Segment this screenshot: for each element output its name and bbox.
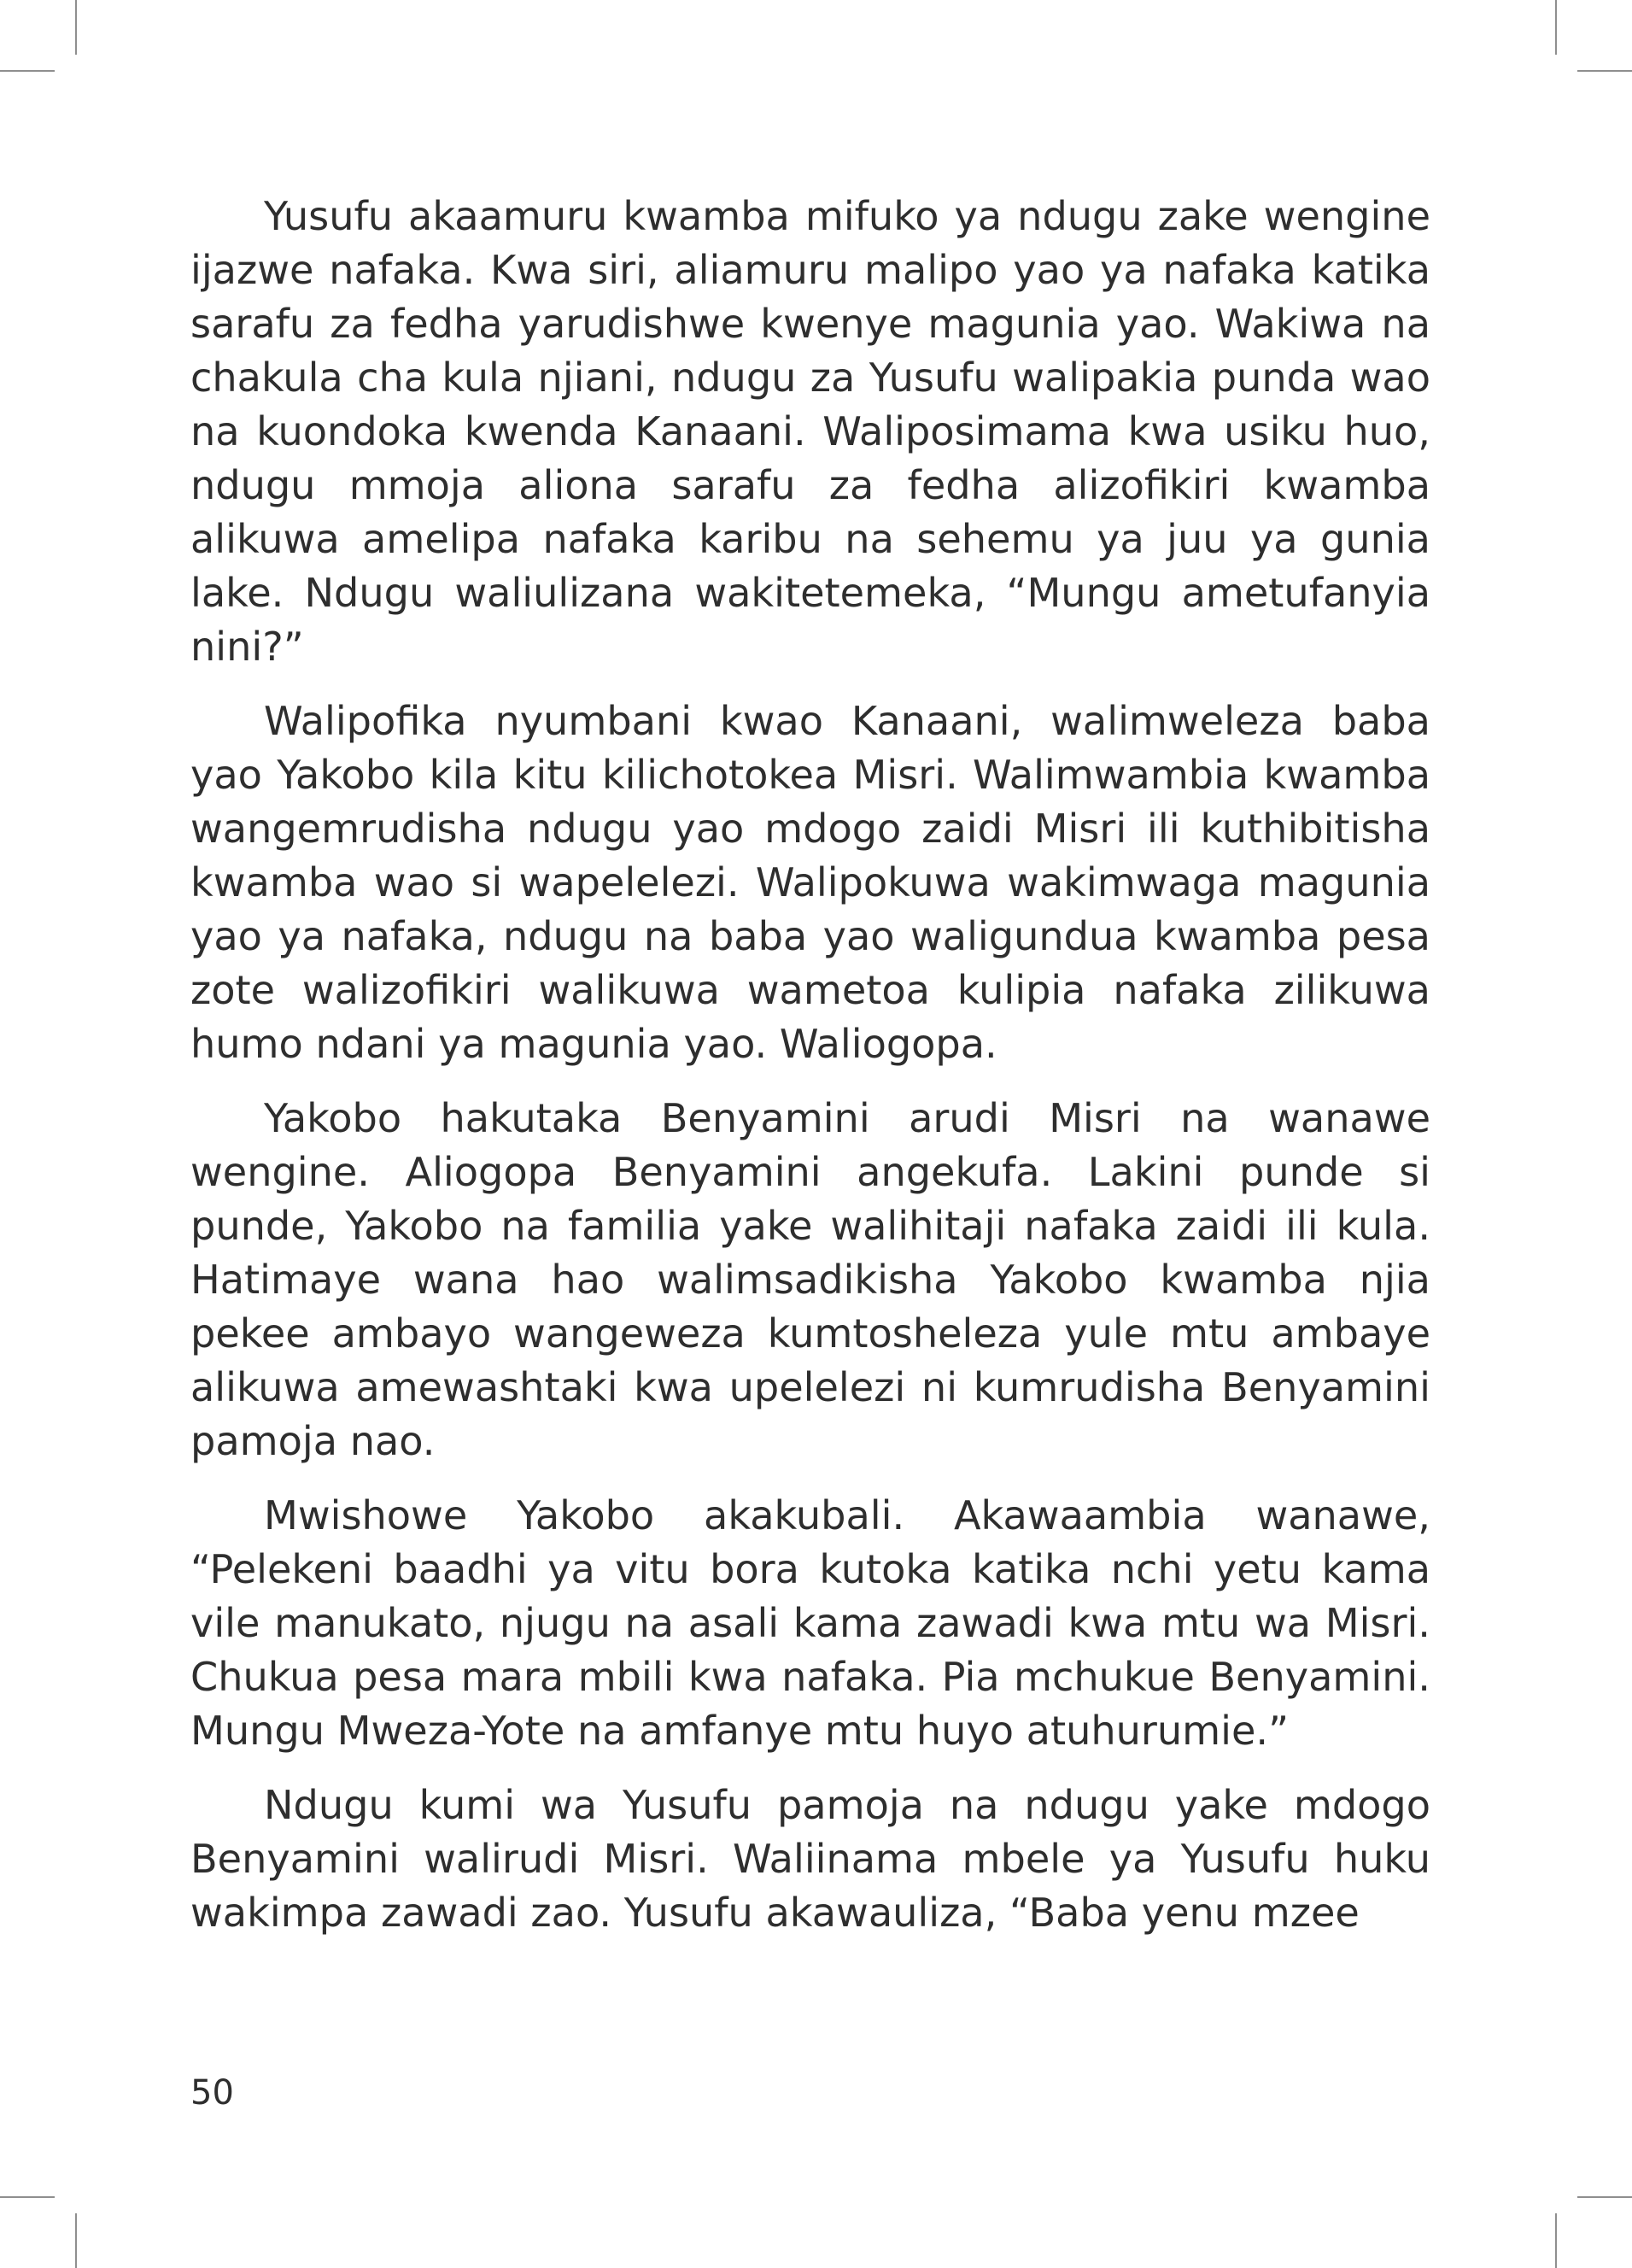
paragraph: Mwishowe Yakobo akakubali. Akawaambia wanawe, “Pelekeni baadhi ya vitu bora kutoka katika nchi yetu kama vile manukato, njugu na asali kama zawadi kwa mtu wa Misri. Chukua pesa mara mbili kwa nafaka. Pia mchukue Benyamini. Mungu Mweza-Yote na amfanye mtu huyo atuhurumie.” <box>190 1492 1430 1754</box>
crop-mark-bottom-left-horizontal <box>0 2196 55 2198</box>
crop-mark-bottom-right-horizontal <box>1577 2196 1632 2198</box>
page-number: 50 <box>190 2073 234 2113</box>
crop-mark-bottom-left-vertical <box>75 2213 77 2268</box>
crop-mark-top-right-vertical <box>1555 0 1557 55</box>
paragraph: Ndugu kumi wa Yusufu pamoja na ndugu yake mdogo Benyamini walirudi Misri. Waliinama mbele ya Yusufu huku wakimpa zawadi zao. Yusufu akawauliza, “Baba yenu mzee <box>190 1782 1430 1936</box>
body-text <box>190 190 1430 1940</box>
paragraph: Yusufu akaamuru kwamba mifuko ya ndugu zake wengine ijazwe nafaka. Kwa siri, aliamuru malipo yao ya nafaka katika sarafu za fedha yarudishwe kwenye magunia yao. Wakiwa na chakula cha kula njiani, ndugu za Yusufu walipakia punda wao na kuondoka kwenda Kanaani. Waliposimama kwa usiku huo, ndugu mmoja aliona sarafu za fedha alizofikiri kwamba alikuwa amelipa nafaka karibu na sehemu ya juu ya gunia lake. Ndugu waliulizana wakitetemeka, “Mungu ametufanyia nini?” <box>190 193 1430 670</box>
crop-mark-top-left-vertical <box>75 0 77 55</box>
paragraph: Walipofika nyumbani kwao Kanaani, walimweleza baba yao Yakobo kila kitu kilichotokea Misri. Walimwambia kwamba wangemrudisha ndugu yao mdogo zaidi Misri ili kuthibitisha kwamba wao si wapelelezi. Walipokuwa wakimwaga magunia yao ya nafaka, ndugu na baba yao waligundua kwamba pesa zote walizofikiri walikuwa wametoa kulipia nafaka zilikuwa humo ndani ya magunia yao. Waliogopa. <box>190 698 1430 1067</box>
crop-mark-top-right-horizontal <box>1577 70 1632 72</box>
paragraph: Yakobo hakutaka Benyamini arudi Misri na wanawe wengine. Aliogopa Benyamini angekufa. Lakini punde si punde, Yakobo na familia yake walihitaji nafaka zaidi ili kula. Hatimaye wana hao walimsadikisha Yakobo kwamba njia pekee ambayo wangeweza kumtosheleza yule mtu ambaye alikuwa amewashtaki kwa upelelezi ni kumrudisha Benyamini pamoja nao. <box>190 1095 1430 1464</box>
crop-mark-bottom-right-vertical <box>1555 2213 1557 2268</box>
crop-mark-top-left-horizontal <box>0 70 55 72</box>
